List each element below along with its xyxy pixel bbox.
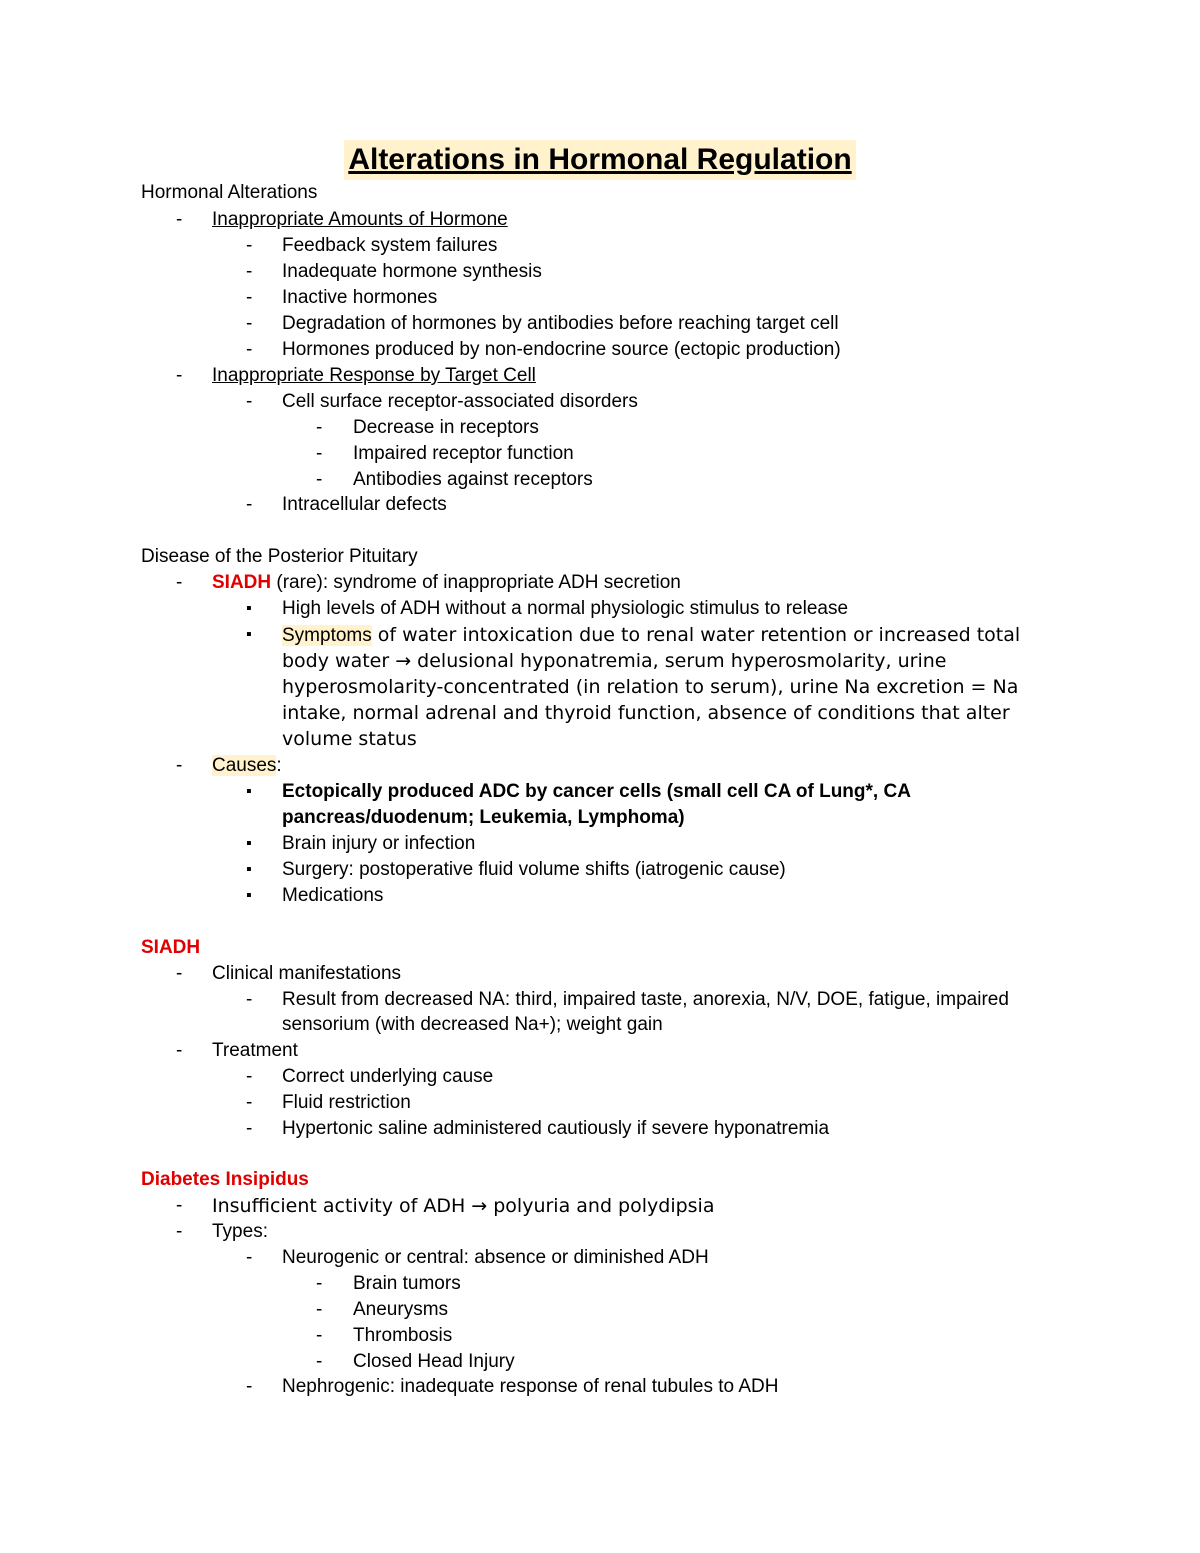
list-item: Brain injury or infection [282, 833, 476, 854]
causes-colon: : [276, 755, 282, 776]
dash-marker: - [316, 1299, 323, 1320]
list-item: Medications [282, 885, 384, 906]
square-bullet: ▪ [246, 783, 252, 800]
list-item-continuation: sensorium (with decreased Na+); weight gain [282, 1014, 663, 1035]
types-label: Types: [212, 1221, 268, 1242]
symptoms-continuation: intake, normal adrenal and thyroid function, absence of conditions that alter [282, 702, 1010, 724]
list-item: Closed Head Injury [353, 1351, 515, 1372]
section-heading-hormonal-alterations: Hormonal Alterations [141, 182, 318, 203]
section-heading-siadh: SIADH [141, 937, 201, 958]
list-item: Insufficient activity of ADH → polyuria and polydipsia [212, 1195, 715, 1217]
square-bullet: ▪ [246, 626, 252, 643]
square-bullet: ▪ [246, 861, 252, 878]
dash-marker: - [316, 469, 323, 490]
list-item: High levels of ADH without a normal physiologic stimulus to release [282, 598, 849, 619]
list-item: Hypertonic saline administered cautiously if severe hyponatremia [282, 1118, 830, 1139]
dash-marker: - [176, 572, 183, 593]
subheading-inappropriate-amounts: Inappropriate Amounts of Hormone [212, 209, 508, 230]
title-wrap [0, 140, 1200, 180]
dash-marker: - [246, 313, 253, 334]
treatment-label: Treatment [212, 1040, 298, 1061]
list-item: Fluid restriction [282, 1092, 411, 1113]
cause-bold-continuation: pancreas/duodenum; Leukemia, Lymphoma) [282, 807, 685, 828]
siadh-definition [212, 570, 681, 596]
dash-marker: - [316, 1351, 323, 1372]
symptoms-highlight: Symptoms [282, 625, 372, 646]
square-bullet: ▪ [246, 600, 252, 617]
section-heading-posterior-pituitary: Disease of the Posterior Pituitary [141, 546, 418, 567]
list-item: Intracellular defects [282, 494, 447, 515]
list-item: Thrombosis [353, 1325, 453, 1346]
list-item: Neurogenic or central: absence or diminished ADH [282, 1247, 709, 1268]
subheading-inappropriate-response: Inappropriate Response by Target Cell [212, 365, 536, 386]
dash-marker: - [246, 989, 253, 1010]
dash-marker: - [246, 235, 253, 256]
dash-marker: - [246, 391, 253, 412]
list-item: Feedback system failures [282, 235, 498, 256]
page-title: Alterations in Hormonal Regulation [344, 140, 855, 180]
list-item: Decrease in receptors [353, 417, 539, 438]
cause-bold: Ectopically produced ADC by cancer cells (small cell CA of Lung*, CA [282, 781, 911, 802]
list-item: Result from decreased NA: third, impaired taste, anorexia, N/V, DOE, fatigue, impaired [282, 989, 1009, 1010]
list-item: Impaired receptor function [353, 443, 574, 464]
list-item: Inadequate hormone synthesis [282, 261, 542, 282]
dash-marker: - [316, 1273, 323, 1294]
list-item: Cell surface receptor-associated disorders [282, 391, 638, 412]
dash-marker: - [246, 494, 253, 515]
list-item: Surgery: postoperative fluid volume shifts (iatrogenic cause) [282, 859, 786, 880]
causes-label: Causes [212, 755, 277, 776]
dash-marker: - [316, 417, 323, 438]
square-bullet: ▪ [246, 835, 252, 852]
list-item: Inactive hormones [282, 287, 438, 308]
dash-marker: - [316, 443, 323, 464]
list-item: Correct underlying cause [282, 1066, 494, 1087]
dash-marker: - [176, 1195, 183, 1216]
dash-marker: - [246, 261, 253, 282]
symptoms-line [282, 622, 1020, 649]
symptoms-continuation: hyperosmolarity-concentrated (in relation to serum), urine Na excretion = Na [282, 676, 1019, 698]
causes-heading [212, 753, 282, 779]
symptoms-continuation: body water → delusional hyponatremia, serum hyperosmolarity, urine [282, 650, 947, 672]
dash-marker: - [176, 365, 183, 386]
dash-marker: - [246, 1066, 253, 1087]
dash-marker: - [246, 1247, 253, 1268]
section-heading-diabetes-insipidus: Diabetes Insipidus [141, 1169, 309, 1190]
dash-marker: - [316, 1325, 323, 1346]
list-item: Aneurysms [353, 1299, 449, 1320]
siadh-rest: (rare): syndrome of inappropriate ADH secretion [271, 572, 681, 593]
symptoms-text: of water intoxication due to renal water retention or increased total [371, 624, 1021, 646]
dash-marker: - [176, 209, 183, 230]
dash-marker: - [246, 339, 253, 360]
dash-marker: - [176, 1040, 183, 1061]
list-item: Hormones produced by non-endocrine source (ectopic production) [282, 339, 841, 360]
siadh-label: SIADH [212, 572, 272, 593]
dash-marker: - [176, 963, 183, 984]
dash-marker: - [246, 1092, 253, 1113]
dash-marker: - [246, 287, 253, 308]
dash-marker: - [246, 1118, 253, 1139]
square-bullet: ▪ [246, 887, 252, 904]
dash-marker: - [176, 1221, 183, 1242]
dash-marker: - [176, 755, 183, 776]
list-item: Degradation of hormones by antibodies before reaching target cell [282, 313, 839, 334]
dash-marker: - [246, 1376, 253, 1397]
list-item: Brain tumors [353, 1273, 461, 1294]
symptoms-continuation: volume status [282, 728, 417, 750]
list-item: Antibodies against receptors [353, 469, 593, 490]
clinical-manifestations-label: Clinical manifestations [212, 963, 402, 984]
list-item: Nephrogenic: inadequate response of renal tubules to ADH [282, 1376, 779, 1397]
